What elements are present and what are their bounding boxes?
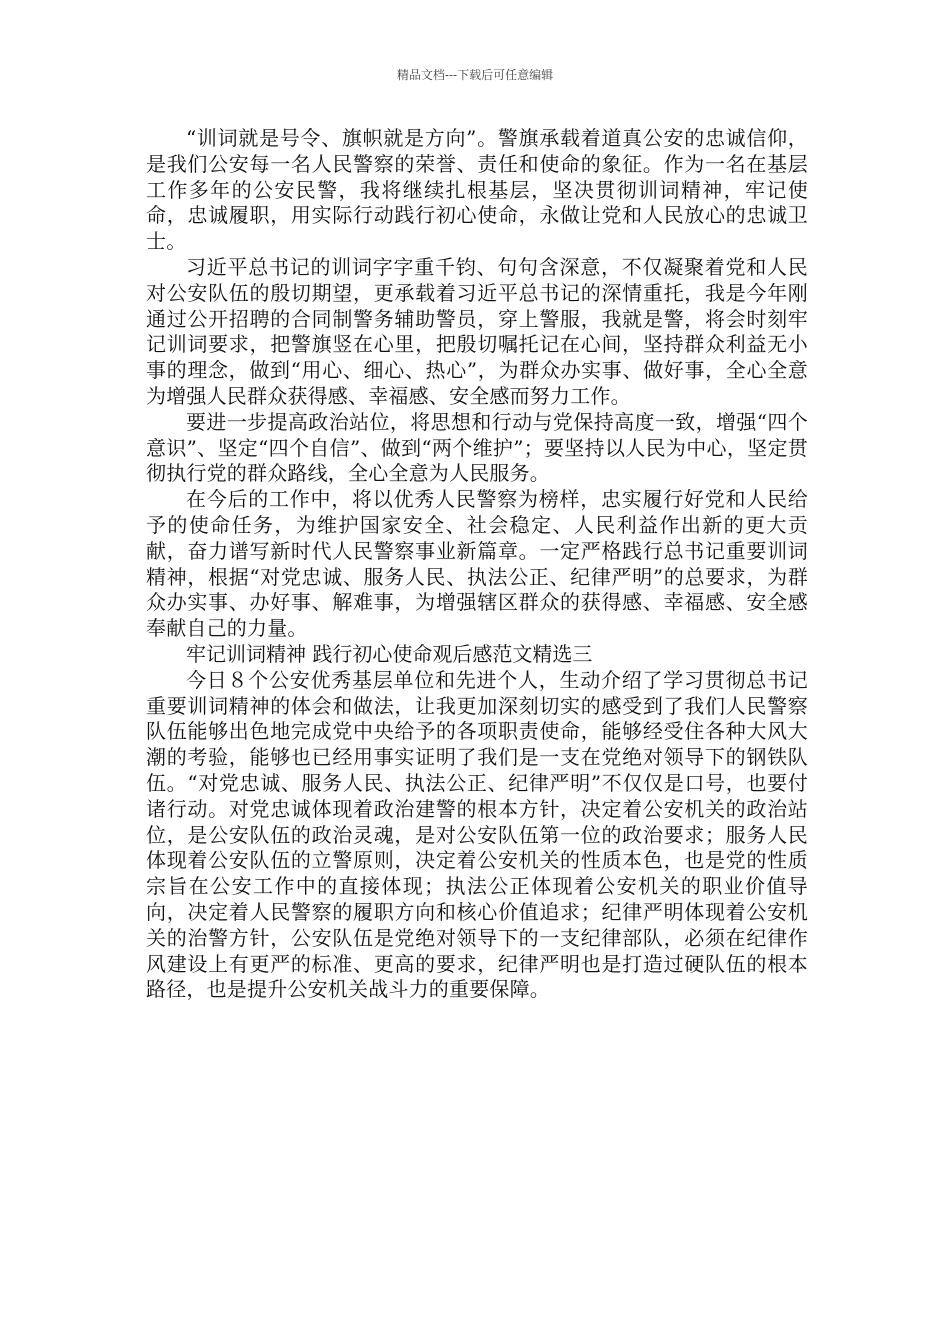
paragraph: 要进一步提高政治站位，将思想和行动与党保持高度一致，增强“四个意识”、坚定“四个自信”、做到“两个维护”；要坚持以人民为中心，坚定贯彻执行党的群众路线，全心全意为人民服务。 xyxy=(146,409,808,486)
paragraph: “训词就是号令、旗帜就是方向”。警旗承载着道真公安的忠诚信仰，是我们公安每一名人民警察的荣誉、责任和使命的象征。作为一名在基层工作多年的公安民警，我将继续扎根基层，坚决贯彻训词精神，牢记使命，忠诚履职，用实际行动践行初心使命，永做让党和人民放心的忠诚卫士。 xyxy=(146,126,808,254)
document-body xyxy=(146,126,808,1003)
paragraph: 今日８个公安优秀基层单位和先进个人，生动介绍了学习贯彻总书记重要训词精神的体会和做法，让我更加深刻切实的感受到了我们人民警察队伍能够出色地完成党中央给予的各项职责使命，能够经受住各种大风大潮的考验，能够也已经用事实证明了我们是一支在党绝对领导下的钢铁队伍。“对党忠诚、服务人民、执法公正、纪律严明”不仅仅是口号，也要付诸行动。对党忠诚体现着政治建警的根本方针，决定着公安机关的政治站位，是公安队伍的政治灵魂，是对公安队伍第一位的政治要求；服务人民体现着公安队伍的立警原则，决定着公安机关的性质本色，也是党的性质宗旨在公安工作中的直接体现；执法公正体现着公安机关的职业价值导向，决定着人民警察的履职方向和核心价值追求；纪律严明体现着公安机关的治警方针，公安队伍是党绝对领导下的一支纪律部队，必须在纪律作风建设上有更严的标准、更高的要求，纪律严明也是打造过硬队伍的根本路径，也是提升公安机关战斗力的重要保障。 xyxy=(146,667,808,1002)
page-header: 精品文档---下载后可任意编辑 xyxy=(396,68,554,82)
section-heading: 牢记训词精神 践行初心使命观后感范文精选三 xyxy=(186,641,593,666)
paragraph: 习近平总书记的训词字字重千钧、句句含深意，不仅凝聚着党和人民对公安队伍的殷切期望，更承载着习近平总书记的深情重托，我是今年刚通过公开招聘的合同制警务辅助警员，穿上警服，我就是警，将会时刻牢记训词要求，把警旗竖在心里，把殷切嘱托记在心间，坚持群众利益无小事的理念，做到“用心、细心、热心”，为群众办实事、做好事，全心全意为增强人民群众获得感、幸福感、安全感而努力工作。 xyxy=(146,254,808,408)
paragraph: 在今后的工作中，将以优秀人民警察为榜样，忠实履行好党和人民给予的使命任务，为维护国家安全、社会稳定、人民利益作出新的更大贡献，奋力谱写新时代人民警察事业新篇章。一定严格践行总书记重要训词精神，根据“对党忠诚、服务人民、执法公正、纪律严明”的总要求，为群众办实事、办好事、解难事，为增强辖区群众的获得感、幸福感、安全感奉献自己的力量。 xyxy=(146,487,808,641)
